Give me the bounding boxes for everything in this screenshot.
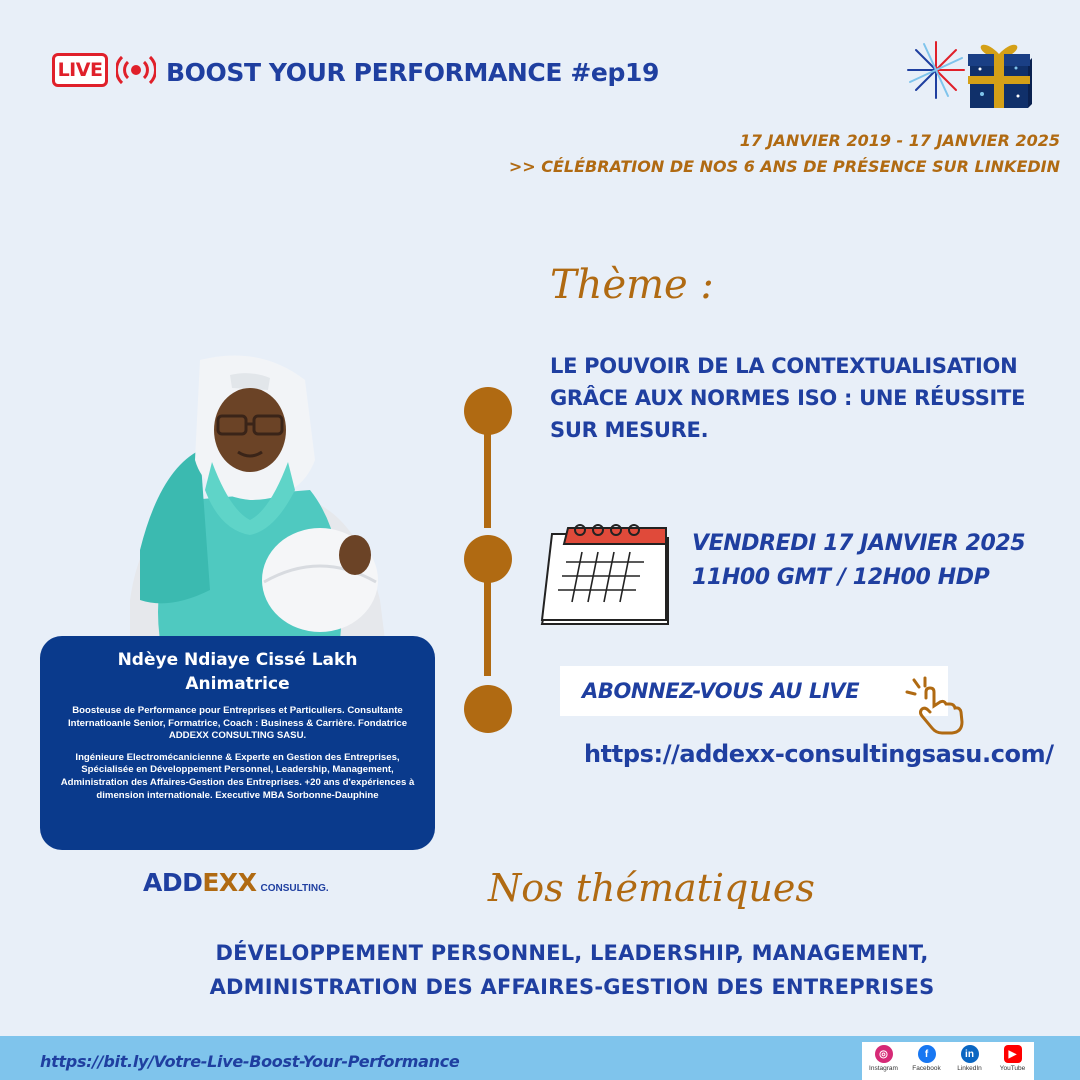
social-label: Facebook: [912, 1065, 941, 1072]
social-links: [862, 1042, 1034, 1080]
logo-part-1: ADD: [143, 868, 203, 897]
fireworks-icon: [904, 38, 968, 102]
social-instagram[interactable]: [863, 1045, 905, 1072]
host-bio: Boosteuse de Performance pour Entreprises et Particuliers. Consultante Internatioanle Senior, Formatrice, Coach : Business & Carrière. Fondatrice ADDEXX CONSULTING SASU.: [67, 705, 408, 742]
event-schedule: [692, 527, 1025, 595]
pointing-hand-icon: [904, 676, 970, 736]
website-link[interactable]: https://addexx-consultingsasu.com/: [584, 740, 1054, 768]
registration-link[interactable]: https://bit.ly/Votre-Live-Boost-Your-Performance: [40, 1052, 460, 1071]
topics-list: [0, 936, 1080, 1004]
social-linkedin[interactable]: [949, 1045, 991, 1072]
live-label: LIVE: [57, 59, 103, 81]
logo-part-2: EXX: [202, 868, 257, 897]
social-youtube[interactable]: [992, 1045, 1034, 1072]
instagram-icon: ◎: [875, 1045, 893, 1063]
gift-icon: [966, 36, 1034, 112]
topics-line-2: ADMINISTRATION DES AFFAIRES-GESTION DES ENTREPRISES: [209, 975, 935, 999]
social-label: LinkedIn: [957, 1065, 982, 1072]
host-portrait: [100, 350, 400, 640]
social-facebook[interactable]: [906, 1045, 948, 1072]
host-role: Animatrice: [185, 674, 290, 694]
event-time: 11H00 GMT / 12H00 HDP: [692, 565, 990, 590]
linkedin-icon: in: [961, 1045, 979, 1063]
event-date: VENDREDI 17 JANVIER 2025: [692, 531, 1026, 556]
timeline-dot: [464, 535, 512, 583]
live-badge: [52, 53, 108, 87]
subscribe-label: ABONNEZ-VOUS AU LIVE: [582, 679, 860, 703]
host-name: Ndèye Ndiaye Cissé Lakh: [117, 650, 358, 670]
youtube-icon: ▶: [1004, 1045, 1022, 1063]
theme-label: Thème :: [550, 262, 714, 308]
calendar-icon: [540, 524, 680, 634]
timeline-line: [484, 580, 491, 676]
anniversary-text: >> CÉLÉBRATION DE NOS 6 ANS DE PRÉSENCE SUR LINKEDIN: [508, 157, 1060, 176]
timeline-line: [484, 432, 491, 528]
host-card: [40, 636, 435, 850]
addexx-logo: [143, 868, 329, 897]
social-label: Instagram: [869, 1065, 898, 1072]
timeline-dot: [464, 685, 512, 733]
social-label: YouTube: [999, 1065, 1026, 1072]
logo-subtitle: CONSULTING.: [260, 883, 329, 894]
timeline-dot: [464, 387, 512, 435]
broadcast-icon: [116, 54, 156, 86]
facebook-icon: f: [918, 1045, 936, 1063]
subscribe-button[interactable]: [560, 666, 948, 716]
anniversary-block: [509, 128, 1060, 180]
topics-label: Nos thématiques: [488, 866, 815, 910]
theme-title: LE POUVOIR DE LA CONTEXTUALISATION GRÂCE AUX NORMES ISO : UNE RÉUSSITE SUR MESURE.: [550, 354, 1026, 442]
page-title: BOOST YOUR PERFORMANCE #ep19: [166, 58, 659, 87]
topics-line-1: DÉVELOPPEMENT PERSONNEL, LEADERSHIP, MANAGEMENT,: [215, 941, 929, 965]
host-credentials: Ingénieure Electromécanicienne & Experte en Gestion des Entreprises, Spécialisée en Développement Personnel, Leadership, Management, Administration des Affaires-Gestion des Entreprises. +20 ans d'expériences à dimension internationale. Executive MBA Sorbonne-Dauphine: [60, 751, 415, 801]
anniversary-dates: 17 JANVIER 2019 - 17 JANVIER 2025: [739, 131, 1060, 150]
